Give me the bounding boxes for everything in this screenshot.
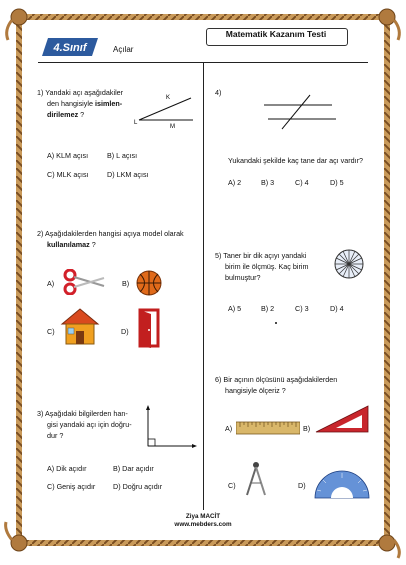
question-1: 1) Yandaki açı aşağıdakiler den hangisiyle isimlen- dirilemez ? (37, 88, 124, 119)
protractor-icon (313, 470, 371, 500)
grade-label: 4.Sınıf (53, 42, 87, 54)
footer-site[interactable]: www.mebders.com (174, 521, 232, 528)
grade-badge (42, 36, 102, 58)
q2-option-b[interactable]: B) (122, 279, 130, 288)
question-number: 1) (37, 88, 44, 97)
q4-option-c[interactable]: C) 4 (295, 178, 309, 187)
q1-option-c[interactable]: C) MLK açısı (47, 170, 89, 179)
label-m: M (170, 124, 175, 128)
footer-author: Ziya MACİT (185, 513, 221, 520)
q1-option-a[interactable]: A) KLM açısı (47, 151, 89, 160)
compass-icon (243, 461, 269, 497)
q6-option-d[interactable]: D) (298, 481, 306, 490)
question-5: 5) Taner bir dik açıyı yandaki birim ile ölçmüş. Kaç birim bulmuştur? (215, 251, 309, 282)
q2-option-c[interactable]: C) (47, 327, 55, 336)
q5-option-b[interactable]: B) 2 (261, 304, 275, 313)
scissors-icon (62, 269, 106, 295)
q2-option-d[interactable]: D) (121, 327, 129, 336)
q5-option-d[interactable]: D) 4 (330, 304, 344, 313)
right-angle-figure (140, 404, 198, 450)
q3-option-c[interactable]: C) Geniş açıdır (47, 482, 96, 491)
question-number: 3) (37, 409, 44, 418)
q6-option-b[interactable]: B) (303, 424, 311, 433)
q4-option-b[interactable]: B) 3 (261, 178, 275, 187)
set-square-icon (314, 404, 370, 434)
question-number: 6) (215, 375, 222, 384)
label-l: L (134, 120, 138, 126)
q1-option-b[interactable]: B) L açısı (107, 151, 138, 160)
door-icon (137, 308, 163, 348)
question-number: 2) (37, 229, 44, 238)
question-4-number: 4) (215, 88, 222, 97)
stray-dot (275, 322, 277, 324)
q3-option-b[interactable]: B) Dar açıdır (113, 464, 154, 473)
q1-option-d[interactable]: D) LKM açısı (107, 170, 149, 179)
question-number: 5) (215, 251, 222, 260)
q6-option-c[interactable]: C) (228, 481, 236, 490)
question-2: 2) Aşağıdakilerden hangisi açıya model olarak kullanılamaz ? (37, 229, 184, 249)
topic-label: Açılar (113, 45, 134, 54)
q5-option-a[interactable]: A) 5 (228, 304, 242, 313)
q2-option-a[interactable]: A) (47, 279, 55, 288)
basketball-icon (136, 270, 162, 296)
q4-option-a[interactable]: A) 2 (228, 178, 242, 187)
ruler-icon (236, 421, 300, 435)
q6-option-a[interactable]: A) (225, 424, 233, 433)
question-3: 3) Aşağıdaki bilgilerden han- gisi yandaki açı için doğru- dur ? (37, 409, 132, 440)
test-title: Matematik Kazanım Testi (225, 29, 327, 39)
column-divider (203, 62, 204, 510)
q3-option-d[interactable]: D) Doğru açıdır (113, 482, 163, 491)
intersecting-lines-figure (258, 93, 338, 131)
q4-option-d[interactable]: D) 5 (330, 178, 344, 187)
circular-unit-icon (333, 248, 365, 280)
label-k: K (166, 95, 171, 101)
question-4-text: Yukandaki şekilde kaç tane dar açı vardır? (228, 156, 364, 165)
house-icon (58, 306, 102, 346)
angle-klm-figure (133, 88, 198, 128)
q3-option-a[interactable]: A) Dik açıdır (47, 464, 87, 473)
question-6: 6) Bir açının ölçüsünü aşağıdakilerden hangisiyle ölçeriz ? (215, 375, 338, 395)
q5-option-c[interactable]: C) 3 (295, 304, 309, 313)
